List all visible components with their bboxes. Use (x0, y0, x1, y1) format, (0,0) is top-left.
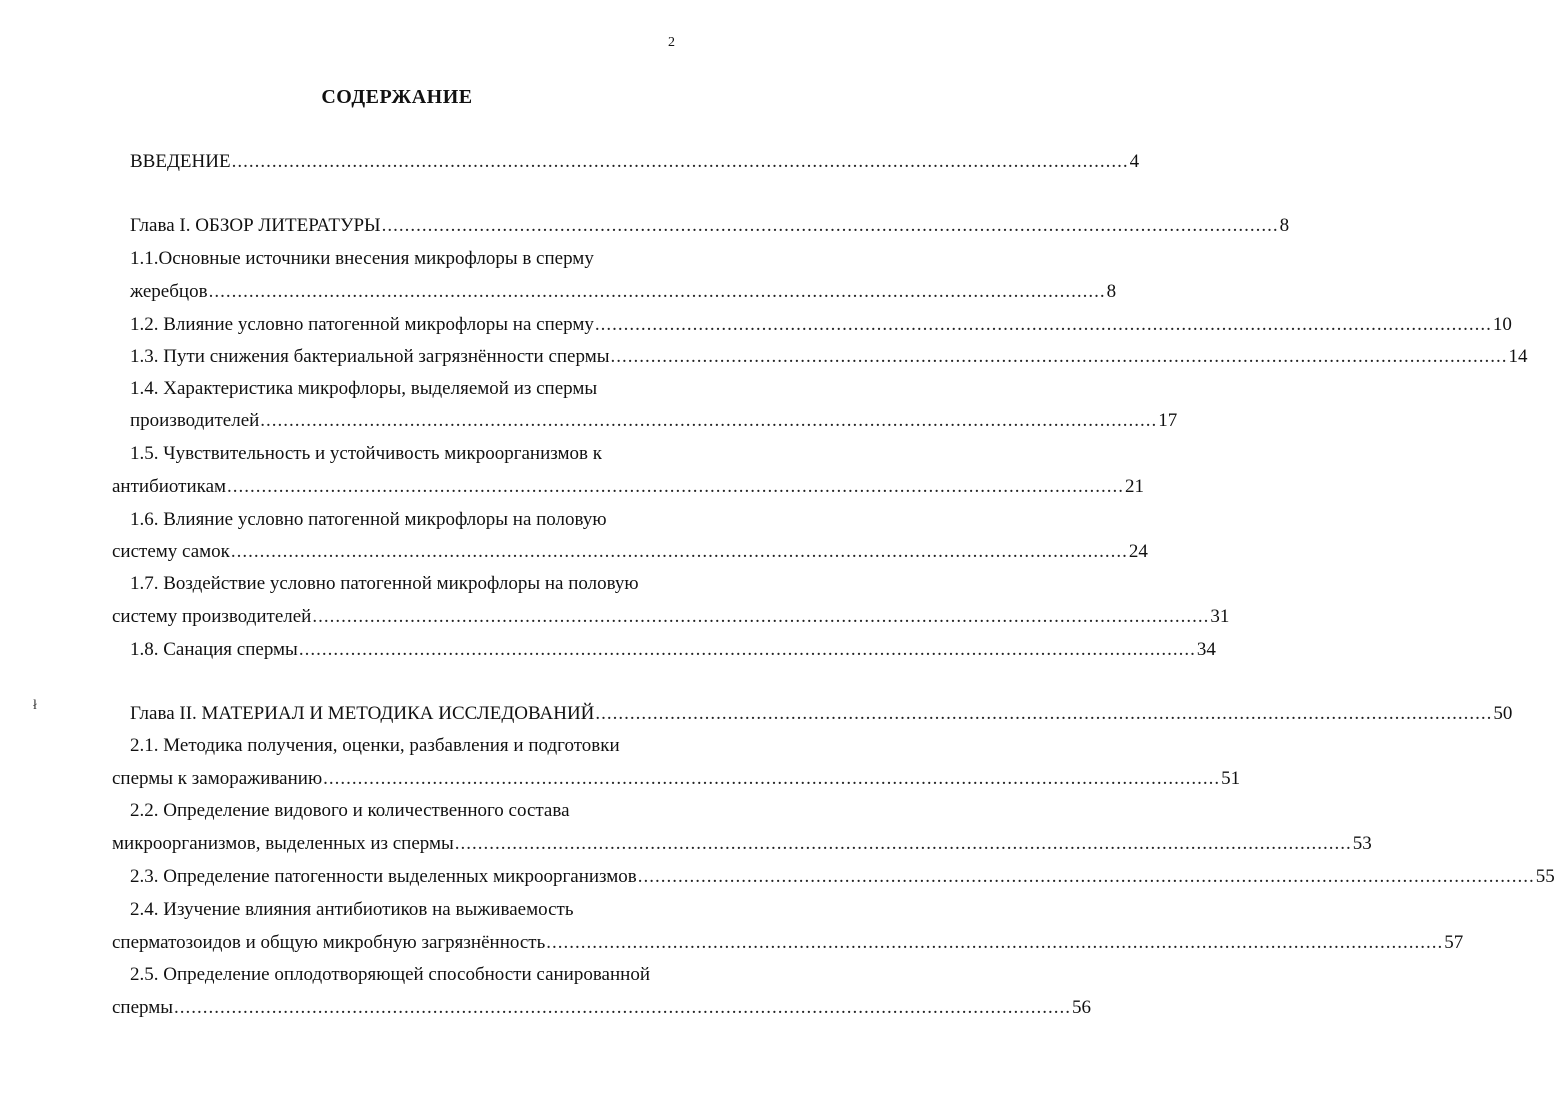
toc-entry-text: систему самок (112, 541, 230, 562)
toc-entry-1-1-cont (130, 278, 1117, 306)
toc-entry-text: 2.3. Определение патогенности выделенных микроорганизмов (130, 866, 637, 887)
toc-leader-dots: ............................................................................................................................................................ (227, 476, 1125, 497)
toc-entry-introduction (130, 148, 1140, 176)
toc-entry-page: 51 (1221, 768, 1241, 789)
toc-entry-2-3 (130, 863, 1555, 891)
toc-entry-page: 55 (1535, 866, 1555, 887)
toc-entry-text: спермы (112, 997, 174, 1018)
page-title: СОДЕРЖАНИЕ (321, 86, 473, 108)
toc-leader-dots: ............................................................................................................................................................ (208, 281, 1106, 302)
toc-entry-2-1-cont (112, 765, 1241, 793)
toc-leader-dots: ............................................................................................................................................................ (610, 346, 1508, 367)
toc-entry-2-5-cont (112, 994, 1092, 1022)
toc-entry-2-4: 2.4. Изучение влияния антибиотиков на выживаемость (130, 899, 574, 920)
toc-entry-page: 34 (1196, 639, 1216, 660)
toc-entry-page: 56 (1072, 997, 1092, 1018)
toc-leader-dots: ............................................................................................................................................................ (298, 639, 1196, 660)
toc-entry-page: 17 (1158, 410, 1178, 431)
toc-entry-text: сперматозоидов и общую микробную загрязнённость (112, 932, 546, 953)
toc-entry-text: систему производителей (112, 606, 312, 627)
toc-entry-page: 8 (1279, 215, 1290, 236)
toc-entry-text: Глава II. МАТЕРИАЛ И МЕТОДИКА ИССЛЕДОВАНИЙ (130, 703, 595, 724)
toc-entry-chapter-2 (130, 700, 1513, 728)
toc-entry-text: жеребцов (130, 281, 208, 302)
toc-entry-1-1: 1.1.Основные источники внесения микрофлоры в сперму (130, 248, 594, 269)
toc-entry-text: 1.8. Санация спермы (130, 639, 298, 660)
toc-entry-text: спермы к замораживанию (112, 768, 323, 789)
toc-leader-dots: ............................................................................................................................................................ (454, 833, 1352, 854)
toc-leader-dots: ............................................................................................................................................................ (637, 866, 1535, 887)
toc-entry-text: производителей (130, 410, 260, 431)
toc-entry-text: антибиотикам (112, 476, 227, 497)
toc-leader-dots: ............................................................................................................................................................ (230, 541, 1128, 562)
toc-leader-dots: ............................................................................................................................................................ (174, 997, 1072, 1018)
toc-entry-1-5: 1.5. Чувствительность и устойчивость микроорганизмов к (130, 443, 602, 464)
page-number: 2 (668, 35, 675, 50)
toc-entry-1-2 (130, 311, 1512, 339)
toc-entry-2-4-cont (112, 929, 1464, 957)
toc-entry-page: 4 (1129, 151, 1140, 172)
toc-entry-page: 10 (1492, 314, 1512, 335)
toc-entry-2-1: 2.1. Методика получения, оценки, разбавления и подготовки (130, 735, 620, 756)
toc-entry-chapter-1 (130, 212, 1290, 240)
toc-entry-page: 14 (1508, 346, 1528, 367)
toc-entry-text: 1.3. Пути снижения бактериальной загрязнённости спермы (130, 346, 610, 367)
toc-entry-2-2-cont (112, 830, 1372, 858)
toc-entry-1-7: 1.7. Воздействие условно патогенной микрофлоры на половую (130, 573, 639, 594)
margin-mark: ł (33, 698, 37, 713)
toc-entry-1-4-cont (130, 407, 1178, 435)
toc-entry-2-5: 2.5. Определение оплодотворяющей способности санированной (130, 964, 650, 985)
toc-entry-page: 50 (1493, 703, 1513, 724)
toc-entry-1-8 (130, 636, 1216, 664)
toc-entry-2-2: 2.2. Определение видового и количественного состава (130, 800, 570, 821)
toc-entry-page: 24 (1128, 541, 1148, 562)
toc-entry-1-6-cont (112, 538, 1148, 566)
toc-leader-dots: ............................................................................................................................................................ (381, 215, 1279, 236)
toc-entry-text: 1.2. Влияние условно патогенной микрофлоры на сперму (130, 314, 594, 335)
toc-leader-dots: ............................................................................................................................................................ (312, 606, 1210, 627)
toc-entry-page: 53 (1352, 833, 1372, 854)
toc-leader-dots: ............................................................................................................................................................ (595, 703, 1493, 724)
toc-entry-page: 31 (1210, 606, 1230, 627)
toc-entry-1-7-cont (112, 603, 1230, 631)
toc-entry-page: 8 (1106, 281, 1117, 302)
toc-entry-1-4: 1.4. Характеристика микрофлоры, выделяемой из спермы (130, 378, 598, 399)
toc-leader-dots: ............................................................................................................................................................ (594, 314, 1492, 335)
toc-entry-1-6: 1.6. Влияние условно патогенной микрофлоры на половую (130, 509, 607, 530)
toc-leader-dots: ............................................................................................................................................................ (323, 768, 1221, 789)
toc-entry-text: ВВЕДЕНИЕ (130, 151, 231, 172)
toc-leader-dots: ............................................................................................................................................................ (546, 932, 1444, 953)
toc-entry-page: 21 (1125, 476, 1145, 497)
toc-leader-dots: ............................................................................................................................................................ (231, 151, 1129, 172)
toc-entry-text: Глава I. ОБЗОР ЛИТЕРАТУРЫ (130, 215, 381, 236)
toc-entry-1-3 (130, 343, 1528, 371)
toc-entry-page: 57 (1444, 932, 1464, 953)
toc-entry-1-5-cont (112, 473, 1145, 501)
toc-leader-dots: ............................................................................................................................................................ (260, 410, 1158, 431)
toc-entry-text: микроорганизмов, выделенных из спермы (112, 833, 454, 854)
